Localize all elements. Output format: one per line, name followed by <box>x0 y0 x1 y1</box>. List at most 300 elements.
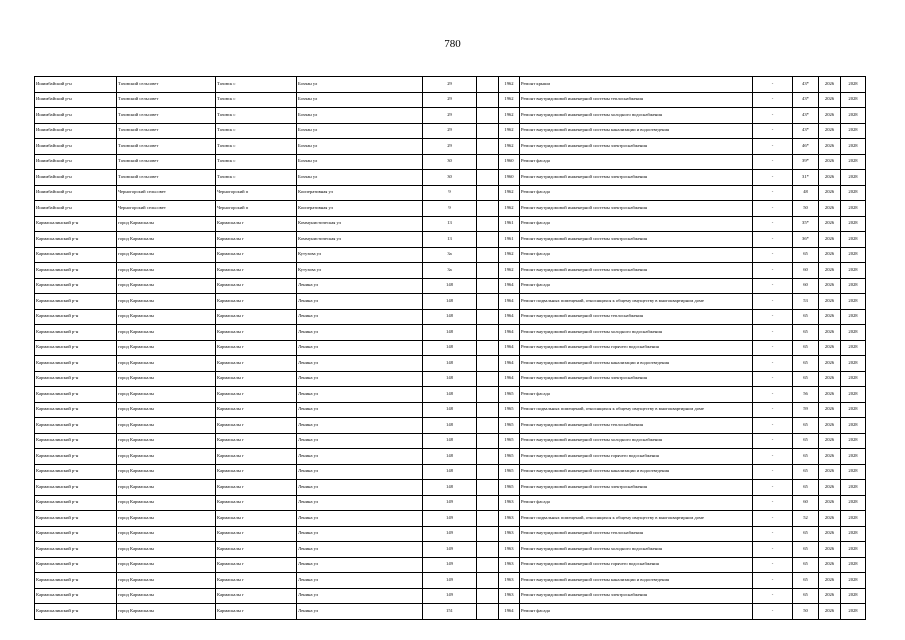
municipality-cell: Черногорский сельсовет <box>117 201 216 217</box>
district-cell: Кармаскалинский р-н <box>35 511 117 527</box>
house-number-cell: 13 <box>423 232 477 248</box>
settlement-cell: Кармаскалы г <box>216 542 297 558</box>
municipality-cell: город Кармаскалы <box>117 387 216 403</box>
district-cell: Ишимбайский р-н <box>35 185 117 201</box>
start-year-cell: 2026 <box>819 495 841 511</box>
work-type-cell: Ремонт внутридомовой инженерной системы канализации и водоотведения <box>520 464 753 480</box>
table-row <box>35 139 866 155</box>
start-year-cell: 2026 <box>819 77 841 93</box>
blank-cell: - <box>753 433 793 449</box>
year-cell: 1965 <box>499 464 520 480</box>
page-number: 780 <box>444 38 461 50</box>
blank-cell: - <box>753 309 793 325</box>
wear-cell: 65 <box>793 573 819 589</box>
district-cell: Кармаскалинский р-н <box>35 247 117 263</box>
municipality-cell: Тазовский сельсовет <box>117 108 216 124</box>
end-year-cell: 2028 <box>841 154 866 170</box>
blank-cell: - <box>753 526 793 542</box>
year-cell: 1962 <box>499 77 520 93</box>
municipality-cell: город Кармаскалы <box>117 495 216 511</box>
start-year-cell: 2026 <box>819 325 841 341</box>
wear-cell: 65 <box>793 526 819 542</box>
blank-cell: - <box>753 449 793 465</box>
district-cell: Ишимбайский р-н <box>35 77 117 93</box>
municipality-cell: город Кармаскалы <box>117 433 216 449</box>
municipality-cell: город Кармаскалы <box>117 573 216 589</box>
settlement-cell: Тазовск с <box>216 123 297 139</box>
building-letter-cell <box>477 247 499 263</box>
street-cell: Кооперативная ул <box>297 185 423 201</box>
settlement-cell: Тазовск с <box>216 77 297 93</box>
house-number-cell: 13 <box>423 216 477 232</box>
wear-cell: 43* <box>793 108 819 124</box>
blank-cell: - <box>753 511 793 527</box>
street-cell: Коммунистическая ул <box>297 216 423 232</box>
start-year-cell: 2026 <box>819 526 841 542</box>
end-year-cell: 2028 <box>841 139 866 155</box>
blank-cell: - <box>753 294 793 310</box>
blank-cell: - <box>753 356 793 372</box>
end-year-cell: 2028 <box>841 325 866 341</box>
table-row <box>35 449 866 465</box>
year-cell: 1964 <box>499 340 520 356</box>
table-row <box>35 356 866 372</box>
work-type-cell: Ремонт внутридомовой инженерной системы горячего водоснабжения <box>520 449 753 465</box>
table-row <box>35 325 866 341</box>
blank-cell: - <box>753 201 793 217</box>
table-row <box>35 201 866 217</box>
house-number-cell: 9 <box>423 201 477 217</box>
settlement-cell: Кармаскалы г <box>216 418 297 434</box>
work-type-cell: Ремонт внутридомовой инженерной системы горячего водоснабжения <box>520 340 753 356</box>
municipality-cell: город Кармаскалы <box>117 278 216 294</box>
table-row <box>35 480 866 496</box>
settlement-cell: Кармаскалы г <box>216 604 297 620</box>
district-cell: Кармаскалинский р-н <box>35 526 117 542</box>
year-cell: 1964 <box>499 278 520 294</box>
repair-schedule-table <box>34 76 866 620</box>
municipality-cell: город Кармаскалы <box>117 356 216 372</box>
start-year-cell: 2026 <box>819 356 841 372</box>
blank-cell: - <box>753 154 793 170</box>
settlement-cell: Тазовск с <box>216 170 297 186</box>
municipality-cell: город Кармаскалы <box>117 464 216 480</box>
building-letter-cell <box>477 278 499 294</box>
street-cell: Ленина ул <box>297 573 423 589</box>
settlement-cell: Кармаскалы г <box>216 464 297 480</box>
table-row <box>35 340 866 356</box>
table-row <box>35 387 866 403</box>
start-year-cell: 2026 <box>819 433 841 449</box>
street-cell: Ленина ул <box>297 449 423 465</box>
building-letter-cell <box>477 108 499 124</box>
table-row <box>35 154 866 170</box>
settlement-cell: Кармаскалы г <box>216 216 297 232</box>
house-number-cell: 148 <box>423 278 477 294</box>
end-year-cell: 2028 <box>841 480 866 496</box>
district-cell: Кармаскалинский р-н <box>35 216 117 232</box>
street-cell: Ленина ул <box>297 557 423 573</box>
table-row <box>35 92 866 108</box>
end-year-cell: 2028 <box>841 77 866 93</box>
wear-cell: 36* <box>793 232 819 248</box>
district-cell: Кармаскалинский р-н <box>35 604 117 620</box>
work-type-cell: Ремонт фасада <box>520 278 753 294</box>
district-cell: Кармаскалинский р-н <box>35 278 117 294</box>
street-cell: Ленина ул <box>297 526 423 542</box>
work-type-cell: Ремонт внутридомовой инженерной системы холодного водоснабжения <box>520 325 753 341</box>
work-type-cell: Ремонт внутридомовой инженерной системы холодного водоснабжения <box>520 108 753 124</box>
wear-cell: 60 <box>793 278 819 294</box>
start-year-cell: 2026 <box>819 263 841 279</box>
end-year-cell: 2028 <box>841 356 866 372</box>
house-number-cell: 148 <box>423 433 477 449</box>
table-body <box>35 77 866 620</box>
street-cell: Ленина ул <box>297 604 423 620</box>
work-type-cell: Ремонт фасада <box>520 387 753 403</box>
start-year-cell: 2026 <box>819 511 841 527</box>
district-cell: Ишимбайский р-н <box>35 170 117 186</box>
settlement-cell: Кармаскалы г <box>216 340 297 356</box>
year-cell: 1964 <box>499 309 520 325</box>
start-year-cell: 2026 <box>819 185 841 201</box>
house-number-cell: 9 <box>423 185 477 201</box>
street-cell: Ленина ул <box>297 511 423 527</box>
blank-cell: - <box>753 123 793 139</box>
year-cell: 1965 <box>499 480 520 496</box>
year-cell: 1964 <box>499 325 520 341</box>
end-year-cell: 2028 <box>841 526 866 542</box>
settlement-cell: Черногорский п <box>216 201 297 217</box>
house-number-cell: 148 <box>423 480 477 496</box>
year-cell: 1963 <box>499 588 520 604</box>
start-year-cell: 2026 <box>819 340 841 356</box>
municipality-cell: город Кармаскалы <box>117 325 216 341</box>
year-cell: 1965 <box>499 387 520 403</box>
table-row <box>35 495 866 511</box>
municipality-cell: город Кармаскалы <box>117 340 216 356</box>
street-cell: Ленина ул <box>297 278 423 294</box>
house-number-cell: 149 <box>423 542 477 558</box>
end-year-cell: 2028 <box>841 278 866 294</box>
district-cell: Кармаскалинский р-н <box>35 588 117 604</box>
start-year-cell: 2026 <box>819 154 841 170</box>
blank-cell: - <box>753 170 793 186</box>
blank-cell: - <box>753 247 793 263</box>
work-type-cell: Ремонт фасада <box>520 604 753 620</box>
wear-cell: 65 <box>793 588 819 604</box>
district-cell: Кармаскалинский р-н <box>35 449 117 465</box>
district-cell: Ишимбайский р-н <box>35 201 117 217</box>
district-cell: Ишимбайский р-н <box>35 139 117 155</box>
start-year-cell: 2026 <box>819 247 841 263</box>
district-cell: Ишимбайский р-н <box>35 123 117 139</box>
settlement-cell: Кармаскалы г <box>216 495 297 511</box>
year-cell: 1964 <box>499 604 520 620</box>
table-row <box>35 170 866 186</box>
wear-cell: 65 <box>793 449 819 465</box>
settlement-cell: Тазовск с <box>216 92 297 108</box>
wear-cell: 65 <box>793 325 819 341</box>
building-letter-cell <box>477 170 499 186</box>
table-row <box>35 371 866 387</box>
blank-cell: - <box>753 573 793 589</box>
district-cell: Кармаскалинский р-н <box>35 387 117 403</box>
start-year-cell: 2026 <box>819 542 841 558</box>
building-letter-cell <box>477 77 499 93</box>
building-letter-cell <box>477 92 499 108</box>
settlement-cell: Кармаскалы г <box>216 511 297 527</box>
settlement-cell: Кармаскалы г <box>216 557 297 573</box>
year-cell: 1963 <box>499 573 520 589</box>
settlement-cell: Кармаскалы г <box>216 278 297 294</box>
street-cell: Ленина ул <box>297 418 423 434</box>
building-letter-cell <box>477 526 499 542</box>
municipality-cell: город Кармаскалы <box>117 216 216 232</box>
table-row <box>35 557 866 573</box>
table-row <box>35 588 866 604</box>
street-cell: Ленина ул <box>297 464 423 480</box>
start-year-cell: 2026 <box>819 92 841 108</box>
blank-cell: - <box>753 77 793 93</box>
wear-cell: 43* <box>793 123 819 139</box>
year-cell: 1963 <box>499 526 520 542</box>
street-cell: Бохчан ул <box>297 77 423 93</box>
wear-cell: 43* <box>793 77 819 93</box>
year-cell: 1963 <box>499 557 520 573</box>
year-cell: 1962 <box>499 201 520 217</box>
district-cell: Кармаскалинский р-н <box>35 294 117 310</box>
work-type-cell: Ремонт внутридомовой инженерной системы теплоснабжения <box>520 92 753 108</box>
building-letter-cell <box>477 588 499 604</box>
house-number-cell: 148 <box>423 418 477 434</box>
work-type-cell: Ремонт внутридомовой инженерной системы теплоснабжения <box>520 526 753 542</box>
house-number-cell: 3а <box>423 247 477 263</box>
municipality-cell: город Кармаскалы <box>117 402 216 418</box>
wear-cell: 46* <box>793 139 819 155</box>
work-type-cell: Ремонт фасада <box>520 216 753 232</box>
blank-cell: - <box>753 480 793 496</box>
municipality-cell: город Кармаскалы <box>117 309 216 325</box>
year-cell: 1962 <box>499 92 520 108</box>
settlement-cell: Черногорский п <box>216 185 297 201</box>
house-number-cell: 149 <box>423 588 477 604</box>
house-number-cell: 30 <box>423 154 477 170</box>
end-year-cell: 2028 <box>841 542 866 558</box>
settlement-cell: Кармаскалы г <box>216 387 297 403</box>
district-cell: Кармаскалинский р-н <box>35 418 117 434</box>
municipality-cell: город Кармаскалы <box>117 418 216 434</box>
settlement-cell: Кармаскалы г <box>216 433 297 449</box>
house-number-cell: 29 <box>423 108 477 124</box>
wear-cell: 48 <box>793 185 819 201</box>
year-cell: 1965 <box>499 418 520 434</box>
blank-cell: - <box>753 92 793 108</box>
wear-cell: 65 <box>793 309 819 325</box>
building-letter-cell <box>477 154 499 170</box>
building-letter-cell <box>477 604 499 620</box>
year-cell: 1965 <box>499 433 520 449</box>
end-year-cell: 2028 <box>841 573 866 589</box>
house-number-cell: 149 <box>423 495 477 511</box>
building-letter-cell <box>477 325 499 341</box>
street-cell: Бохчан ул <box>297 154 423 170</box>
end-year-cell: 2028 <box>841 449 866 465</box>
start-year-cell: 2026 <box>819 201 841 217</box>
building-letter-cell <box>477 123 499 139</box>
blank-cell: - <box>753 263 793 279</box>
table-row <box>35 216 866 232</box>
blank-cell: - <box>753 588 793 604</box>
work-type-cell: Ремонт внутридомовой инженерной системы канализации и водоотведения <box>520 123 753 139</box>
municipality-cell: город Кармаскалы <box>117 232 216 248</box>
end-year-cell: 2028 <box>841 232 866 248</box>
wear-cell: 65 <box>793 340 819 356</box>
settlement-cell: Кармаскалы г <box>216 247 297 263</box>
district-cell: Кармаскалинский р-н <box>35 495 117 511</box>
settlement-cell: Тазовск с <box>216 108 297 124</box>
building-letter-cell <box>477 557 499 573</box>
year-cell: 1961 <box>499 216 520 232</box>
building-letter-cell <box>477 511 499 527</box>
municipality-cell: Черногорский сельсовет <box>117 185 216 201</box>
table-row <box>35 433 866 449</box>
municipality-cell: город Кармаскалы <box>117 247 216 263</box>
street-cell: Бохчан ул <box>297 139 423 155</box>
house-number-cell: 148 <box>423 356 477 372</box>
wear-cell: 50 <box>793 604 819 620</box>
end-year-cell: 2028 <box>841 604 866 620</box>
settlement-cell: Кармаскалы г <box>216 371 297 387</box>
blank-cell: - <box>753 402 793 418</box>
start-year-cell: 2026 <box>819 604 841 620</box>
municipality-cell: Тазовский сельсовет <box>117 139 216 155</box>
district-cell: Кармаскалинский р-н <box>35 480 117 496</box>
start-year-cell: 2026 <box>819 464 841 480</box>
year-cell: 1963 <box>499 495 520 511</box>
wear-cell: 60 <box>793 495 819 511</box>
work-type-cell: Ремонт фасада <box>520 495 753 511</box>
settlement-cell: Кармаскалы г <box>216 573 297 589</box>
wear-cell: 65 <box>793 371 819 387</box>
year-cell: 1965 <box>499 449 520 465</box>
work-type-cell: Ремонт внутридомовой инженерной системы электроснабжения <box>520 232 753 248</box>
house-number-cell: 149 <box>423 511 477 527</box>
year-cell: 1964 <box>499 294 520 310</box>
street-cell: Ленина ул <box>297 340 423 356</box>
work-type-cell: Ремонт фасада <box>520 185 753 201</box>
blank-cell: - <box>753 139 793 155</box>
start-year-cell: 2026 <box>819 232 841 248</box>
work-type-cell: Ремонт внутридомовой инженерной системы канализации и водоотведения <box>520 356 753 372</box>
building-letter-cell <box>477 201 499 217</box>
end-year-cell: 2028 <box>841 402 866 418</box>
work-type-cell: Ремонт внутридомовой инженерной системы электроснабжения <box>520 588 753 604</box>
house-number-cell: 29 <box>423 77 477 93</box>
end-year-cell: 2028 <box>841 557 866 573</box>
street-cell: Ленина ул <box>297 480 423 496</box>
table-row <box>35 247 866 263</box>
street-cell: Ленина ул <box>297 387 423 403</box>
building-letter-cell <box>477 356 499 372</box>
year-cell: 1964 <box>499 371 520 387</box>
settlement-cell: Тазовск с <box>216 154 297 170</box>
start-year-cell: 2026 <box>819 216 841 232</box>
district-cell: Кармаскалинский р-н <box>35 356 117 372</box>
blank-cell: - <box>753 604 793 620</box>
start-year-cell: 2026 <box>819 480 841 496</box>
street-cell: Кооперативная ул <box>297 201 423 217</box>
building-letter-cell <box>477 433 499 449</box>
settlement-cell: Кармаскалы г <box>216 449 297 465</box>
wear-cell: 65 <box>793 557 819 573</box>
street-cell: Бохчан ул <box>297 108 423 124</box>
table-row <box>35 511 866 527</box>
work-type-cell: Ремонт внутридомовой инженерной системы канализации и водоотведения <box>520 573 753 589</box>
building-letter-cell <box>477 480 499 496</box>
work-type-cell: Ремонт подвальных помещений, относящихся к общему имуществу в многоквартирном доме <box>520 511 753 527</box>
municipality-cell: город Кармаскалы <box>117 557 216 573</box>
end-year-cell: 2028 <box>841 294 866 310</box>
end-year-cell: 2028 <box>841 170 866 186</box>
district-cell: Кармаскалинский р-н <box>35 433 117 449</box>
year-cell: 1960 <box>499 170 520 186</box>
street-cell: Ленина ул <box>297 371 423 387</box>
start-year-cell: 2026 <box>819 170 841 186</box>
wear-cell: 59 <box>793 402 819 418</box>
blank-cell: - <box>753 418 793 434</box>
building-letter-cell <box>477 139 499 155</box>
district-cell: Кармаскалинский р-н <box>35 573 117 589</box>
year-cell: 1962 <box>499 263 520 279</box>
work-type-cell: Ремонт внутридомовой инженерной системы теплоснабжения <box>520 418 753 434</box>
table-row <box>35 263 866 279</box>
settlement-cell: Кармаскалы г <box>216 294 297 310</box>
settlement-cell: Кармаскалы г <box>216 232 297 248</box>
house-number-cell: 29 <box>423 139 477 155</box>
municipality-cell: город Кармаскалы <box>117 294 216 310</box>
house-number-cell: 149 <box>423 557 477 573</box>
end-year-cell: 2028 <box>841 185 866 201</box>
work-type-cell: Ремонт внутридомовой инженерной системы холодного водоснабжения <box>520 433 753 449</box>
wear-cell: 39* <box>793 154 819 170</box>
building-letter-cell <box>477 309 499 325</box>
table-row <box>35 542 866 558</box>
year-cell: 1965 <box>499 402 520 418</box>
house-number-cell: 148 <box>423 371 477 387</box>
municipality-cell: город Кармаскалы <box>117 588 216 604</box>
end-year-cell: 2028 <box>841 263 866 279</box>
municipality-cell: город Кармаскалы <box>117 511 216 527</box>
municipality-cell: Тазовский сельсовет <box>117 170 216 186</box>
work-type-cell: Ремонт внутридомовой инженерной системы электроснабжения <box>520 139 753 155</box>
end-year-cell: 2028 <box>841 588 866 604</box>
district-cell: Ишимбайский р-н <box>35 108 117 124</box>
municipality-cell: город Кармаскалы <box>117 371 216 387</box>
end-year-cell: 2028 <box>841 371 866 387</box>
start-year-cell: 2026 <box>819 573 841 589</box>
year-cell: 1961 <box>499 232 520 248</box>
table-row <box>35 123 866 139</box>
end-year-cell: 2028 <box>841 216 866 232</box>
table-row <box>35 573 866 589</box>
table-row <box>35 309 866 325</box>
settlement-cell: Кармаскалы г <box>216 480 297 496</box>
year-cell: 1962 <box>499 123 520 139</box>
start-year-cell: 2026 <box>819 294 841 310</box>
blank-cell: - <box>753 557 793 573</box>
end-year-cell: 2028 <box>841 92 866 108</box>
